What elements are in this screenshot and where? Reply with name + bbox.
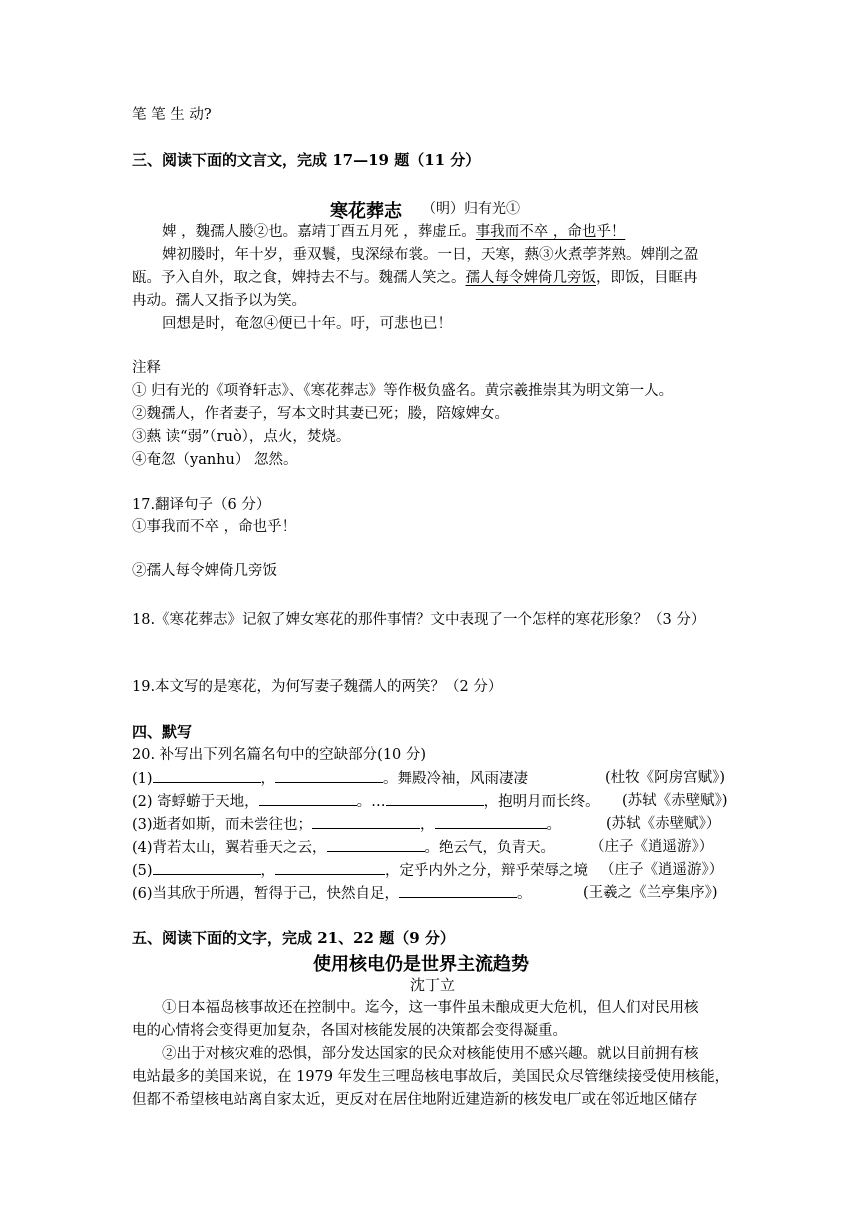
line-text: 。绝云气，负青天。 — [424, 840, 556, 856]
section-5-heading: 五、阅读下面的文字，完成 21、22 题（9 分） — [132, 929, 455, 947]
note-4: ④奄忽（yanhu） 忽然。 — [132, 452, 298, 468]
poem-author: （明）归有光① — [422, 201, 520, 217]
answer-blank[interactable] — [275, 768, 383, 783]
separator: ， — [260, 863, 276, 879]
passage-paragraph-1 — [162, 222, 625, 242]
answer-blank[interactable] — [275, 860, 385, 875]
line-text: ，定乎内外之分，辩乎荣辱之境 — [385, 863, 589, 879]
recitation-line-3 — [132, 814, 561, 835]
source-2: (苏轼《赤壁赋》) — [622, 793, 728, 809]
question-20: 20. 补写出下列名篇名句中的空缺部分(10 分) — [132, 747, 427, 763]
separator: ， — [420, 817, 435, 833]
separator: 。… — [356, 794, 386, 810]
source-1: (杜牧《阿房宫赋》) — [605, 770, 726, 786]
item-number: (6)当其欣于所遇，暂得于己，快然自足， — [132, 886, 400, 902]
passage-text: 瓯。予入自外，取之食，婢持去不与。魏孺人笑之。 — [132, 270, 466, 286]
section-3-heading: 三、阅读下面的文言文，完成 17—19 题（11 分） — [132, 151, 481, 169]
item-number: (5) — [132, 863, 153, 879]
article-paragraph-2-line-2: 电站最多的美国来说，在 1979 年发生三哩岛核电事故后，美国民众尽管继续接受使用核能， — [132, 1069, 730, 1085]
question-18: 18.《寒花葬志》记叙了婢女寒花的那件事情？文中表现了一个怎样的寒花形象？（3 分） — [132, 612, 706, 628]
recitation-line-6 — [132, 883, 532, 904]
answer-blank[interactable] — [153, 860, 261, 875]
recitation-line-5 — [132, 860, 588, 881]
answer-blank[interactable] — [435, 814, 547, 829]
source-3: (苏轼《赤壁赋》） — [606, 816, 721, 832]
answer-blank[interactable] — [153, 768, 261, 783]
notes-label: 注释 — [132, 360, 161, 376]
separator: ， — [260, 771, 276, 787]
separator: 。 — [546, 817, 562, 833]
question-19: 19.本文写的是寒花，为何写妻子魏孺人的两笑？（2 分） — [132, 679, 503, 695]
article-paragraph-1-line-2: 电的心情将会变得更加复杂，各国对核能发展的决策都会变得凝重。 — [132, 1023, 567, 1039]
continued-text: 笔 笔 生 动? — [132, 107, 212, 123]
item-number: (3)逝者如斯，而未尝往也； — [132, 817, 313, 833]
answer-blank[interactable] — [259, 791, 357, 806]
answer-blank[interactable] — [327, 837, 425, 852]
recitation-line-1 — [132, 768, 528, 789]
section-4-heading: 四、默写 — [132, 723, 193, 741]
underlined-sentence: 孺人每令婢倚几旁饭 — [465, 270, 596, 286]
article-author: 沈丁立 — [410, 976, 456, 994]
source-4: （庄子《逍遥游》） — [590, 839, 714, 855]
passage-text: ，即饭，目眶冉 — [596, 270, 698, 286]
note-2: ②魏孺人，作者妻子，写本文时其妻已死；媵，陪嫁婢女。 — [132, 406, 509, 422]
answer-blank[interactable] — [399, 883, 517, 898]
poem-title: 寒花葬志 — [330, 201, 402, 222]
recitation-line-4 — [132, 837, 555, 858]
note-1: ① 归有光的《项脊轩志》、《寒花葬志》等作极负盛名。黄宗羲推崇其为明文第一人。 — [132, 383, 674, 399]
question-17-item-1: ①事我而不卒 ，命也乎！ — [132, 519, 297, 535]
passage-text: 婢 ，魏孺人媵②也。嘉靖丁酉五月死 ，葬虚丘。 — [162, 224, 476, 240]
recitation-line-2 — [132, 791, 600, 812]
question-17-item-2: ②孺人每令婢倚几旁饭 — [132, 563, 277, 579]
article-paragraph-2-line-1: ②出于对核灾难的恐惧，部分发达国家的民众对核能使用不感兴趣。就以目前拥有核 — [162, 1046, 699, 1062]
answer-blank[interactable] — [386, 791, 484, 806]
item-number: (2) 寄蜉蝣于天地， — [132, 794, 259, 810]
line-text: ，抱明月而长终。 — [483, 794, 600, 810]
article-title: 使用核电仍是世界主流趋势 — [313, 954, 529, 975]
article-paragraph-2-line-3: 但都不希望核电站离自家太近，更反对在居住地附近建造新的核发电厂或在邻近地区储存 — [132, 1092, 698, 1108]
answer-blank[interactable] — [312, 814, 420, 829]
article-paragraph-1-line-1: ①日本福岛核事故还在控制中。迄今，这一事件虽未酿成更大危机，但人们对民用核 — [162, 1000, 699, 1016]
passage-paragraph-3: 回想是时，奄忽④便已十年。吁，可悲也已！ — [162, 316, 452, 332]
item-number: (1) — [132, 771, 153, 787]
underlined-sentence: 事我而不卒 ，命也乎！ — [475, 224, 626, 240]
source-5: （庄子《逍遥游》） — [600, 862, 724, 878]
item-number: (4)背若太山，翼若垂天之云， — [132, 840, 327, 856]
passage-paragraph-2-line-3: 冉动。孺人又指予以为笑。 — [132, 293, 306, 309]
line-text: 。舞殿冷袖，风雨凄凄 — [383, 771, 529, 787]
note-3: ③爇 读“弱”（ruò），点火，焚烧。 — [132, 429, 351, 445]
source-6: (王羲之《兰亭集序》) — [583, 885, 718, 901]
passage-paragraph-2-line-2 — [132, 268, 698, 288]
question-17: 17.翻译句子（6 分） — [132, 497, 271, 513]
separator: 。 — [517, 886, 532, 902]
passage-paragraph-2-line-1: 婢初媵时，年十岁，垂双鬟，曳深绿布裳。一日，天寒，爇③火煮荸荠熟。婢削之盈 — [162, 247, 699, 263]
